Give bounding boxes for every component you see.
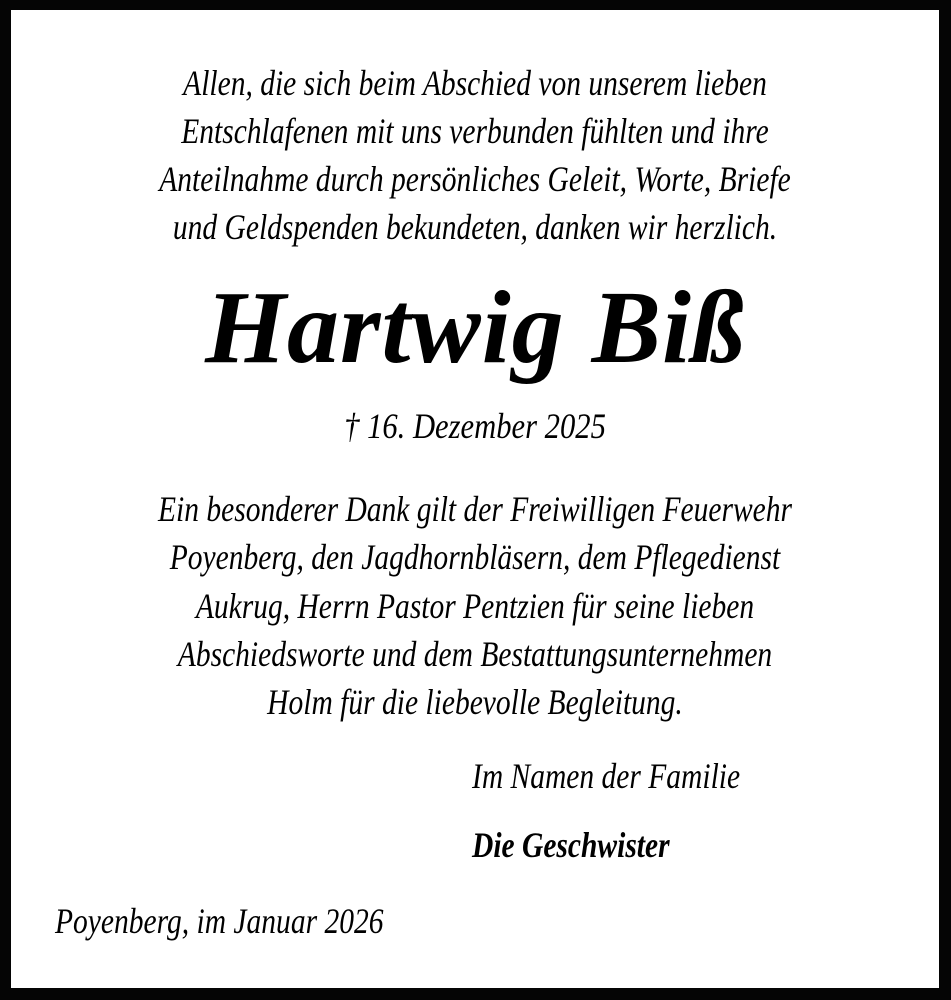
thanks-line-5: Holm für die liebevolle Begleitung. [267,682,683,722]
thanks-line-2: Poyenberg, den Jagdhornbläsern, dem Pflegedienst [169,537,781,577]
intro-line-2: Entschlafenen mit uns verbunden fühlten und ihre [181,111,769,151]
obituary-notice [11,10,939,988]
thanks-line-3: Aukrug, Herrn Pastor Pentzien für seine lieben [195,586,755,626]
signature: Die Geschwister [472,825,670,865]
intro-line-4: und Geldspenden bekundeten, danken wir herzlich. [172,207,778,247]
thanks-line-4: Abschiedsworte und dem Bestattungsunternehmen [177,634,773,674]
thanks-line-1: Ein besonderer Dank gilt der Freiwilligen Feuerwehr [157,489,793,529]
place-and-date: Poyenberg, im Januar 2026 [55,901,384,941]
death-date: † 16. Dezember 2025 [344,406,606,446]
deceased-name: Hartwig Biß [205,270,745,385]
signature-intro: Im Namen der Familie [472,756,741,796]
intro-line-3: Anteilnahme durch persönliches Geleit, Worte, Briefe [159,159,791,199]
intro-line-1: Allen, die sich beim Abschied von unserem lieben [183,63,767,103]
